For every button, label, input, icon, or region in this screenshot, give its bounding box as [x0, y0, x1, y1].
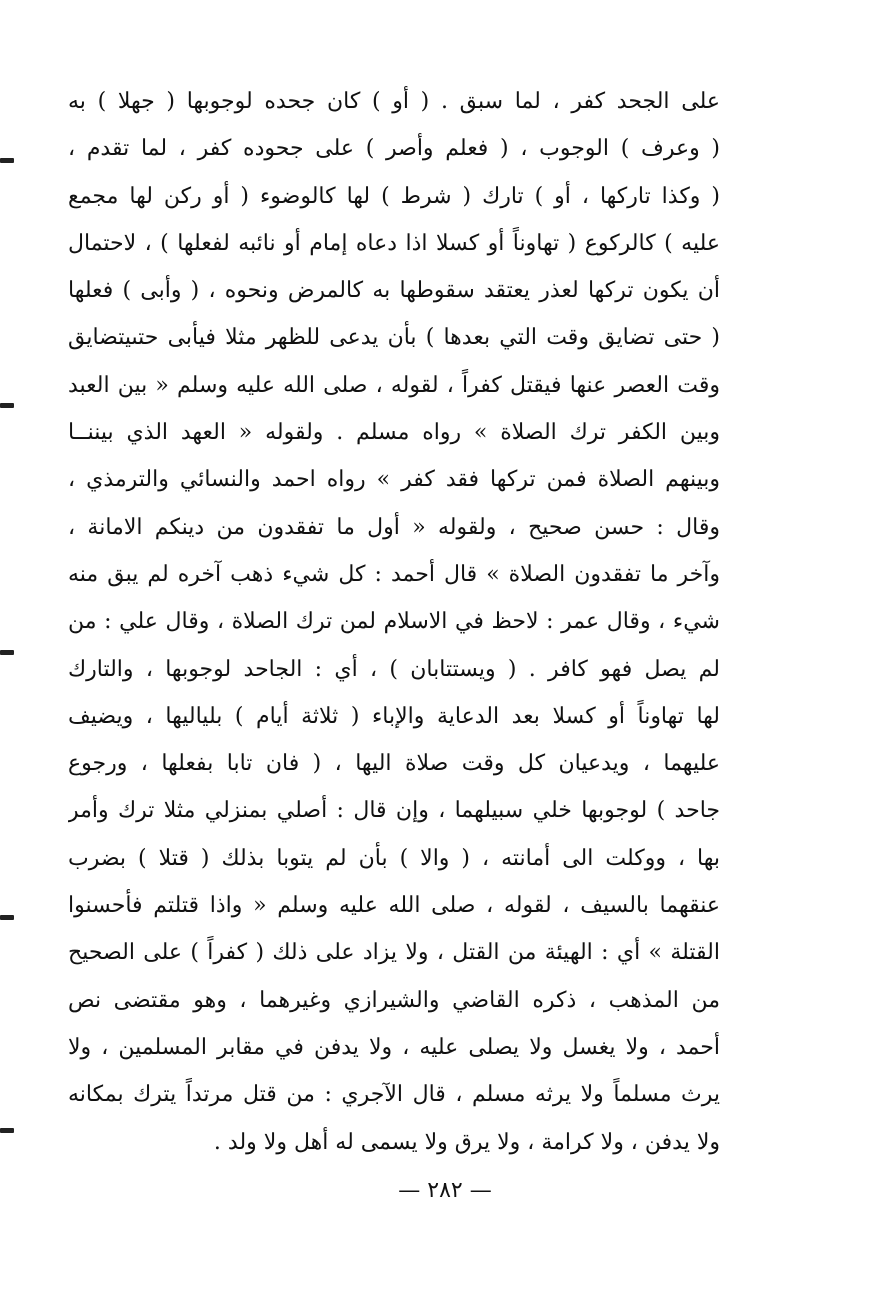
margin-mark	[0, 650, 14, 655]
body-text	[68, 78, 720, 1166]
text-line: وبينهم الصلاة فمن تركها فقد كفر » رواه احمد والنسائي والترمذي ،	[68, 467, 720, 493]
text-line: جاحد ) لوجوبها خلي سبيلهما ، وإن قال : أصلي بمنزلي مثلا ترك وأمر	[68, 798, 720, 824]
text-line: ( وعرف ) الوجوب ، ( فعلم وأصر ) على جحوده كفر ، لما تقدم ،	[68, 136, 720, 162]
text-line: وقت العصر عنها فيقتل كفراً ، لقوله ، صلى الله عليه وسلم « بين العبد	[68, 372, 720, 398]
text-line: بها ، ووكلت الى أمانته ، ( والا ) بأن لم يتوبا بذلك ( قتلا ) بضرب	[68, 845, 720, 871]
margin-mark	[0, 915, 14, 920]
text-line: وآخر ما تفقدون الصلاة » قال أحمد : كل شيء ذهب آخره لم يبق منه	[68, 561, 720, 587]
text-line: ( وكذا تاركها ، أو ) تارك ( شرط ) لها كالوضوء ( أو ركن لها مجمع	[68, 183, 720, 209]
text-line: عنقهما بالسيف ، لقوله ، صلى الله عليه وسلم « واذا قتلتم فأحسنوا	[68, 893, 720, 919]
text-line: أحمد ، ولا يغسل ولا يصلى عليه ، ولا يدفن في مقابر المسلمين ، ولا	[68, 1034, 720, 1060]
text-line: وبين الكفر ترك الصلاة » رواه مسلم . ولقوله « العهد الذي بيننــا	[68, 420, 720, 446]
text-line: ( حتى تضايق وقت التي بعدها ) بأن يدعى للظهر مثلا فيأبى حتىيتضايق	[68, 325, 720, 351]
text-line: يرث مسلماً ولا يرثه مسلم ، قال الآجري : من قتل مرتداً يترك بمكانه	[68, 1082, 720, 1108]
text-line: لها تهاوناً أو كسلا بعد الدعاية والإباء ( ثلاثة أيام ) بلياليها ، ويضيف	[68, 703, 720, 729]
text-line: القتلة » أي : الهيئة من القتل ، ولا يزاد على ذلك ( كفراً ) على الصحيح	[68, 940, 720, 966]
text-line: وقال : حسن صحيح ، ولقوله « أول ما تفقدون من دينكم الامانة ،	[68, 514, 720, 540]
margin-mark	[0, 1128, 14, 1133]
text-line: من المذهب ، ذكره القاضي والشيرازي وغيرهما ، وهو مقتضى نص	[68, 987, 720, 1013]
text-line: على الجحد كفر ، لما سبق . ( أو ) كان جحده لوجوبها ( جهلا ) به	[68, 89, 720, 114]
text-line: عليه ) كالركوع ( تهاوناً أو كسلا اذا دعاه إمام أو نائبه لفعلها ) ، لاحتمال	[68, 230, 720, 256]
margin-mark	[0, 403, 14, 408]
text-line: أن يكون تركها لعذر يعتقد سقوطها به كالمرض ونحوه ، ( وأبى ) فعلها	[68, 278, 720, 304]
text-line: ولا يدفن ، ولا كرامة ، ولا يرق ولا يسمى له أهل ولا ولد .	[213, 1129, 720, 1155]
text-line: لم يصل فهو كافر . ( ويستتابان ) ، أي : الجاحد لوجوبها ، والتارك	[68, 656, 720, 682]
text-line: عليهما ، ويدعيان كل وقت صلاة اليها ، ( فان تابا بفعلها ، ورجوع	[68, 751, 720, 777]
page-number: — ٢٨٢ —	[398, 1178, 492, 1203]
margin-mark	[0, 158, 14, 163]
text-line: شيء ، وقال عمر : لاحظ في الاسلام لمن ترك الصلاة ، وقال علي : من	[68, 609, 720, 635]
